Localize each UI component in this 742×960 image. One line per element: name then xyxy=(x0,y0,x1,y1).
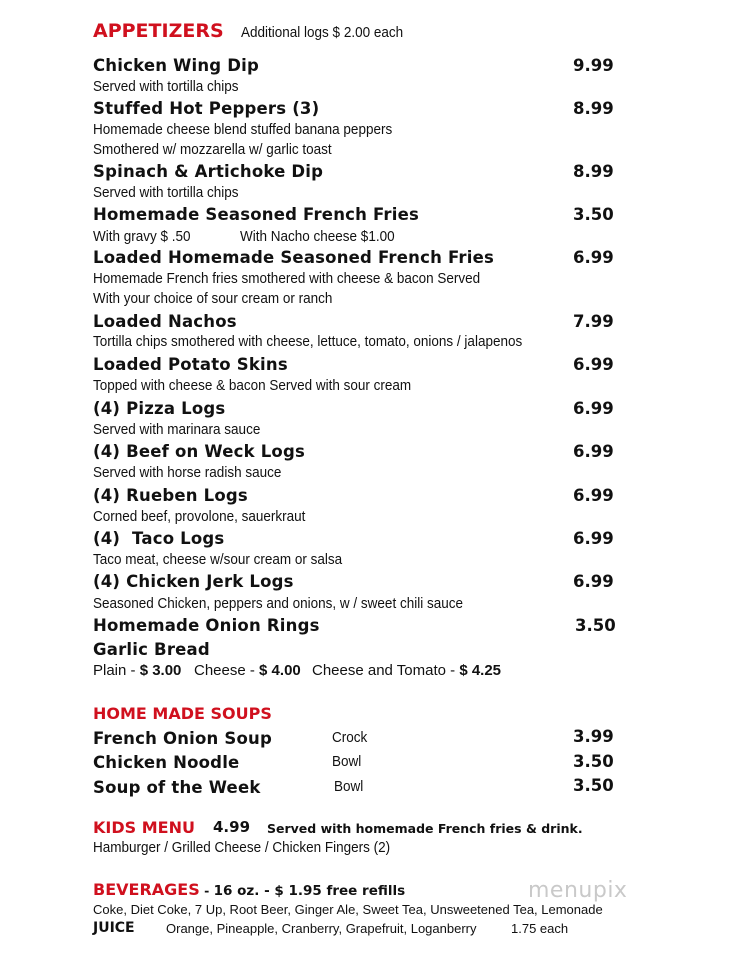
garlic-tomato-label: Cheese and Tomato - xyxy=(312,662,460,679)
soups-title: HOME MADE SOUPS xyxy=(93,704,272,723)
menu-item-price: 6.99 xyxy=(573,248,614,267)
kids-title: KIDS MENU xyxy=(93,818,195,837)
juice-label: JUICE xyxy=(93,920,135,936)
beverages-list: Coke, Diet Coke, 7 Up, Root Beer, Ginger Ale, Sweet Tea, Unsweetened Tea, Lemonade xyxy=(93,902,603,917)
menu-item-name: (4) Rueben Logs xyxy=(93,486,248,505)
menu-item-desc: Homemade cheese blend stuffed banana peppers xyxy=(93,121,393,138)
soup-name: French Onion Soup xyxy=(93,729,272,748)
menu-item-desc: With Nacho cheese $1.00 xyxy=(240,228,395,245)
beverages-title: BEVERAGES xyxy=(93,880,200,899)
menu-item-price: 6.99 xyxy=(573,442,614,461)
garlic-cheese xyxy=(194,662,301,679)
menu-item-name: Loaded Homemade Seasoned French Fries xyxy=(93,248,494,267)
menu-item-desc: Seasoned Chicken, peppers and onions, w / sweet chili sauce xyxy=(93,595,463,612)
garlic-plain-label: Plain - xyxy=(93,662,140,679)
appetizers-note: Additional logs $ 2.00 each xyxy=(241,24,404,41)
garlic-cheese-label: Cheese - xyxy=(194,662,260,679)
menu-item-price: 3.50 xyxy=(575,616,616,635)
juice-price: 1.75 each xyxy=(511,921,569,936)
soup-price: 3.99 xyxy=(573,727,614,746)
beverages-header xyxy=(93,880,405,900)
menu-item-desc: Served with tortilla chips xyxy=(93,78,239,95)
menu-item-price: 3.50 xyxy=(573,205,614,224)
soup-size: Crock xyxy=(332,729,368,746)
juice-list: Orange, Pineapple, Cranberry, Grapefruit, Loganberry xyxy=(166,921,477,936)
soup-size: Bowl xyxy=(332,753,362,770)
menu-item-price: 6.99 xyxy=(573,486,614,505)
menu-item-desc: Served with horse radish sauce xyxy=(93,464,282,481)
menu-item-name: Homemade Onion Rings xyxy=(93,616,320,635)
beverages-dash: - xyxy=(199,883,214,898)
menu-item-desc: Smothered w/ mozzarella w/ garlic toast xyxy=(93,141,332,158)
garlic-cheese-price: $ 4.00 xyxy=(259,662,301,679)
menu-item-desc: Topped with cheese & bacon Served with sour cream xyxy=(93,377,412,394)
menu-item-name: (4) Beef on Weck Logs xyxy=(93,442,305,461)
menu-item-name: Loaded Nachos xyxy=(93,312,237,331)
menu-item-desc: With gravy $ .50 xyxy=(93,228,191,245)
menu-item-name: (4) Pizza Logs xyxy=(93,399,226,418)
menu-item-price: 6.99 xyxy=(573,399,614,418)
beverages-size-price: 16 oz. - $ 1.95 free refills xyxy=(213,883,406,899)
menu-item-price: 8.99 xyxy=(573,99,614,118)
appetizers-title: APPETIZERS xyxy=(93,20,224,42)
garlic-tomato xyxy=(312,662,501,679)
menu-item-name: Stuffed Hot Peppers (3) xyxy=(93,99,320,118)
menu-item-name: (4) Taco Logs xyxy=(93,529,225,548)
menu-item-price: 8.99 xyxy=(573,162,614,181)
kids-price: 4.99 xyxy=(213,818,251,836)
menu-item-desc: Served with marinara sauce xyxy=(93,421,261,438)
menu-item-price: 9.99 xyxy=(573,56,614,75)
soup-name: Soup of the Week xyxy=(93,778,261,797)
soup-price: 3.50 xyxy=(573,776,614,795)
menu-item-name: Homemade Seasoned French Fries xyxy=(93,205,420,224)
menu-item-price: 6.99 xyxy=(573,529,614,548)
menu-item-desc: Served with tortilla chips xyxy=(93,184,239,201)
garlic-bread-prices xyxy=(93,662,181,679)
menu-item-price: 6.99 xyxy=(573,355,614,374)
menu-item-desc: Tortilla chips smothered with cheese, lettuce, tomato, onions / jalapenos xyxy=(93,333,523,350)
menu-item-name: Spinach & Artichoke Dip xyxy=(93,162,324,181)
kids-note: Served with homemade French fries & drink. xyxy=(267,821,583,836)
soup-size: Bowl xyxy=(334,778,364,795)
menu-item-name: Chicken Wing Dip xyxy=(93,56,260,75)
soup-price: 3.50 xyxy=(573,752,614,771)
menu-item-desc: Homemade French fries smothered with cheese & bacon Served xyxy=(93,270,481,287)
garlic-tomato-price: $ 4.25 xyxy=(459,662,502,679)
menu-item-desc: Corned beef, provolone, sauerkraut xyxy=(93,508,306,525)
menu-item-name: Loaded Potato Skins xyxy=(93,355,288,374)
soup-name: Chicken Noodle xyxy=(93,753,240,772)
menu-item-desc: Taco meat, cheese w/sour cream or salsa xyxy=(93,551,343,568)
garlic-plain-price: $ 3.00 xyxy=(139,662,182,679)
menu-item-price: 6.99 xyxy=(573,572,614,591)
menupix-watermark: menupix xyxy=(528,878,628,903)
kids-items: Hamburger / Grilled Cheese / Chicken Fingers (2) xyxy=(93,839,391,856)
menu-item-name: Garlic Bread xyxy=(93,640,210,659)
menu-item-name: (4) Chicken Jerk Logs xyxy=(93,572,294,591)
menu-item-desc: With your choice of sour cream or ranch xyxy=(93,290,333,307)
menu-item-price: 7.99 xyxy=(573,312,614,331)
